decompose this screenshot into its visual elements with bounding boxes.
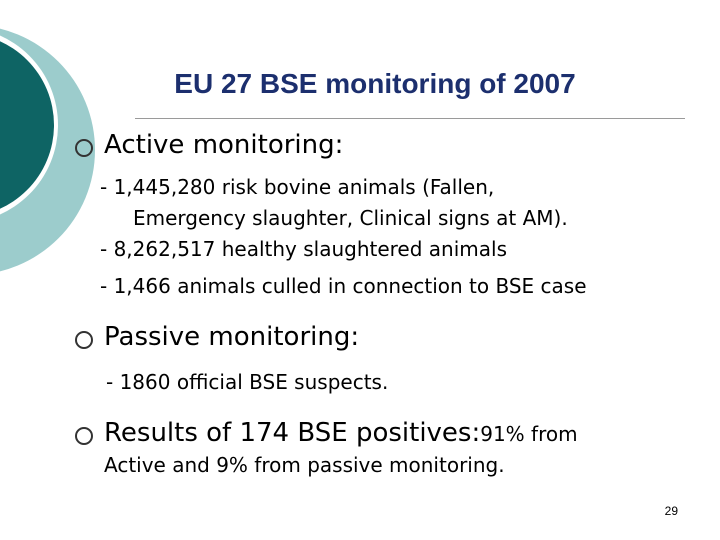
bullet-icon [75, 139, 93, 157]
section-heading-passive: Passive monitoring: [104, 322, 360, 352]
slide-title: EU 27 BSE monitoring of 2007 [174, 68, 576, 99]
active-line-1: - 1,445,280 risk bovine animals (Fallen, [100, 175, 495, 199]
active-line-4: - 1,466 animals culled in connection to BSE case [100, 274, 587, 298]
passive-line-1: - 1860 official BSE suspects. [106, 370, 389, 394]
bullet-icon [75, 331, 93, 349]
results-heading-text: Results of 174 BSE positives: [104, 418, 481, 448]
section-heading-active: Active monitoring: [104, 130, 344, 160]
active-line-2: Emergency slaughter, Clinical signs at AM). [133, 206, 568, 230]
page-number: 29 [664, 504, 678, 518]
title-divider [135, 118, 685, 119]
results-heading-suffix: 91% from [480, 422, 578, 446]
section-heading-results [104, 418, 578, 448]
results-line-1: Active and 9% from passive monitoring. [104, 453, 505, 477]
active-line-3: - 8,262,517 healthy slaughtered animals [100, 237, 507, 261]
bullet-icon [75, 427, 93, 445]
